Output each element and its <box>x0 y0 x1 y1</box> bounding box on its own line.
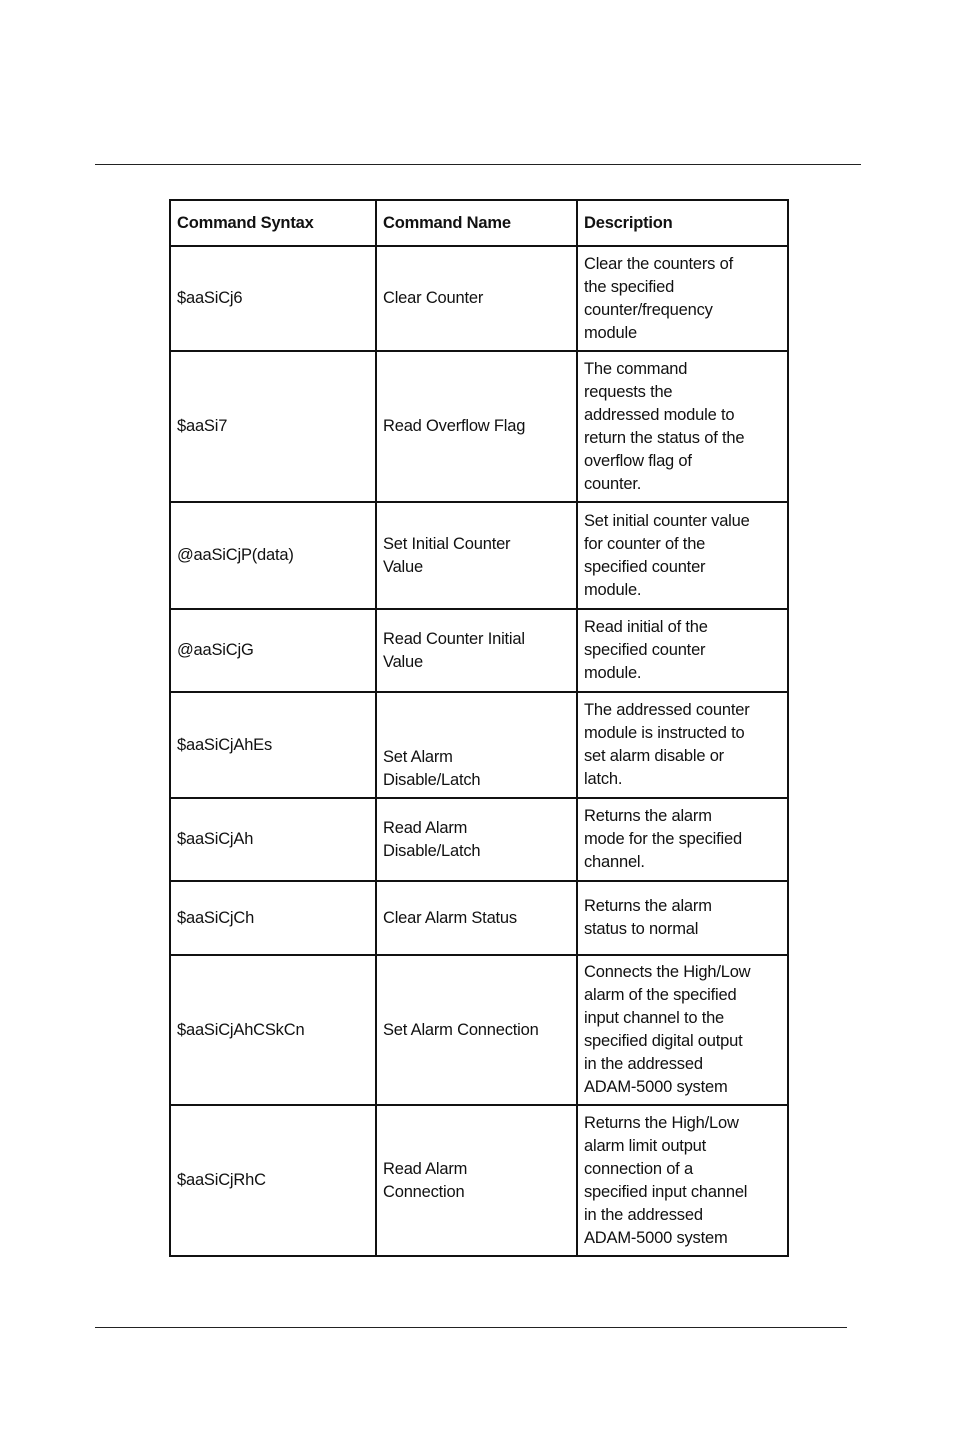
header-rule <box>95 164 861 165</box>
cell-description: Returns the alarm status to normal <box>577 881 788 955</box>
table-row <box>170 351 788 502</box>
table-row <box>170 798 788 881</box>
header-description: Description <box>577 200 788 246</box>
cell-syntax: $aaSiCj6 <box>170 246 376 351</box>
cell-name: Read Counter Initial Value <box>376 609 577 692</box>
table-row <box>170 692 788 798</box>
cell-name: Clear Counter <box>376 246 577 351</box>
cell-name: Read Alarm Disable/Latch <box>376 798 577 881</box>
table-row <box>170 881 788 955</box>
table-row <box>170 609 788 692</box>
cell-description: Connects the High/Low alarm of the specified input channel to the specified digital output in the addressed ADAM-5000 system <box>577 955 788 1105</box>
cell-description: The addressed counter module is instructed to set alarm disable or latch. <box>577 692 788 798</box>
cell-syntax: @aaSiCjG <box>170 609 376 692</box>
header-command-syntax: Command Syntax <box>170 200 376 246</box>
cell-syntax: @aaSiCjP(data) <box>170 502 376 609</box>
table-header-row <box>170 200 788 246</box>
command-table <box>169 199 789 1257</box>
cell-description: Set initial counter value for counter of the specified counter module. <box>577 502 788 609</box>
cell-syntax: $aaSiCjAhEs <box>170 692 376 798</box>
table-row <box>170 502 788 609</box>
cell-syntax: $aaSiCjAh <box>170 798 376 881</box>
cell-name: Clear Alarm Status <box>376 881 577 955</box>
cell-description: Returns the alarm mode for the specified channel. <box>577 798 788 881</box>
cell-syntax: $aaSiCjCh <box>170 881 376 955</box>
table-row <box>170 246 788 351</box>
cell-description: Clear the counters of the specified counter/frequency module <box>577 246 788 351</box>
cell-syntax: $aaSiCjRhC <box>170 1105 376 1256</box>
cell-name: Set Initial Counter Value <box>376 502 577 609</box>
cell-description: Returns the High/Low alarm limit output connection of a specified input channel in the addressed ADAM-5000 system <box>577 1105 788 1256</box>
cell-name: Set Alarm Connection <box>376 955 577 1105</box>
table-row <box>170 1105 788 1256</box>
cell-name: Read Alarm Connection <box>376 1105 577 1256</box>
cell-description: The command requests the addressed module to return the status of the overflow flag of counter. <box>577 351 788 502</box>
table-row <box>170 955 788 1105</box>
cell-syntax: $aaSiCjAhCSkCn <box>170 955 376 1105</box>
footer-rule <box>95 1327 847 1328</box>
cell-syntax: $aaSi7 <box>170 351 376 502</box>
cell-name: Set Alarm Disable/Latch <box>376 692 577 798</box>
header-command-name: Command Name <box>376 200 577 246</box>
cell-description: Read initial of the specified counter module. <box>577 609 788 692</box>
cell-name: Read Overflow Flag <box>376 351 577 502</box>
